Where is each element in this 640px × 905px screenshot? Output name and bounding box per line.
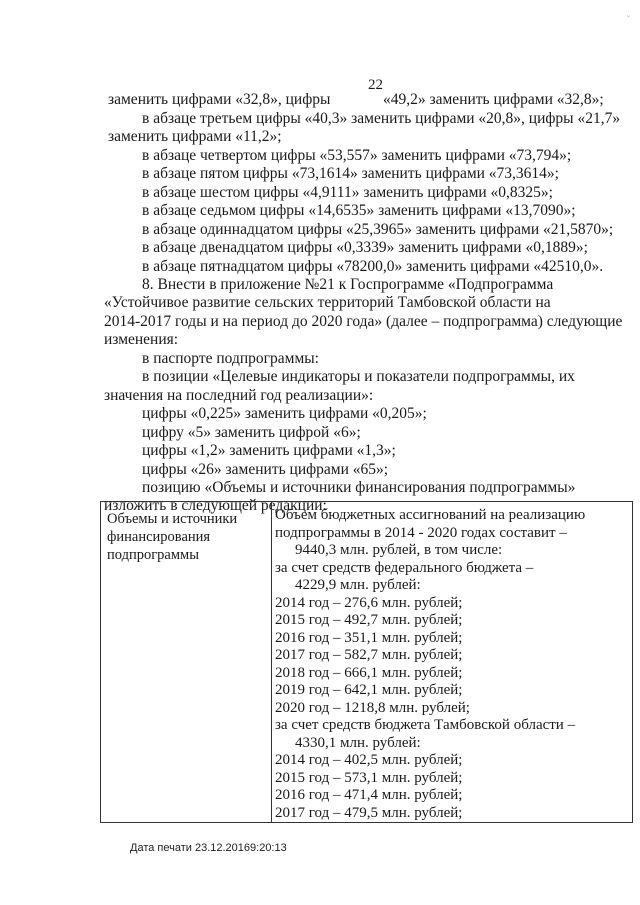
- funding-line-9: 2017 год – 582,7 млн. рублей;: [275, 647, 463, 663]
- text-line-7: в абзаце седьмом цифры «14,6535» заменить цифрами «13,7090»;: [142, 202, 576, 219]
- text-line-21: цифры «26» заменить цифрами «65»;: [142, 461, 389, 478]
- funding-line-17: 2016 год – 471,4 млн. рублей;: [275, 787, 463, 803]
- funding-line-8: 2016 год – 351,1 млн. рублей;: [275, 629, 463, 646]
- text-line-4: в абзаце четвертом цифры «53,557» заменить цифрами «73,794»;: [142, 147, 572, 164]
- funding-line-13: за счет средств бюджета Тамбовской области –: [275, 717, 576, 733]
- text-line-6: в абзаце шестом цифры «4,9111» заменить цифрами «0,8325»;: [142, 184, 553, 201]
- text-line-11: 8. Внести в приложение №21 к Госпрограмме «Подпрограмма: [142, 276, 554, 293]
- text-line-3: заменить цифрами «11,2»;: [108, 128, 282, 145]
- funding-line-14: 4330,1 млн. рублей:: [295, 734, 421, 751]
- text-line-19: цифру «5» заменить цифрой «6»;: [142, 424, 361, 441]
- text-line-1b: «49,2» заменить цифрами «32,8»;: [383, 91, 604, 108]
- page-number: 22: [368, 77, 383, 93]
- text-line-1a: заменить цифрами «32,8», цифры: [108, 91, 331, 108]
- text-line-5: в абзаце пятом цифры «73,1614» заменить цифрами «73,3614»;: [142, 165, 559, 182]
- funding-line-10: 2018 год – 666,1 млн. рублей;: [275, 664, 463, 681]
- print-date-footer: Дата печати 23.12.20169:20:13: [130, 842, 287, 854]
- text-line-20: цифры «1,2» заменить цифрами «1,3»;: [142, 442, 396, 459]
- table-column-divider: [271, 502, 272, 822]
- table-right-cell: [275, 507, 627, 822]
- funding-line-16: 2015 год – 573,1 млн. рублей;: [275, 769, 463, 786]
- text-line-9: в абзаце двенадцатом цифры «0,3339» заменить цифрами «0,1889»;: [142, 239, 588, 256]
- text-line-18: цифры «0,225» заменить цифрами «0,205»;: [142, 405, 427, 422]
- funding-line-1: Объем бюджетных ассигнований на реализацию: [275, 507, 586, 523]
- text-line-8: в абзаце одиннадцатом цифры «25,3965» заменить цифрами «21,5870»;: [142, 221, 614, 238]
- text-line-16: в позиции «Целевые индикаторы и показатели подпрограммы, их: [142, 368, 575, 385]
- funding-line-7: 2015 год – 492,7 млн. рублей;: [275, 612, 463, 628]
- funding-line-3: 9440,3 млн. рублей, в том числе:: [295, 542, 503, 558]
- funding-line-18: 2017 год – 479,5 млн. рублей;: [275, 804, 463, 821]
- text-line-2: в абзаце третьем цифры «40,3» заменить цифрами «20,8», цифры «21,7»: [142, 110, 621, 127]
- scan-mark: ˘: [627, 14, 630, 24]
- text-line-17: значения на последний год реализации»:: [104, 387, 374, 404]
- funding-line-6: 2014 год – 276,6 млн. рублей;: [275, 594, 463, 611]
- text-line-14: изменения:: [104, 331, 179, 348]
- table-left-cell: Объемы и источники финансирования подпрограммы: [107, 511, 238, 563]
- text-line-10: в абзаце пятнадцатом цифры «78200,0» заменить цифрами «42510,0».: [142, 258, 604, 275]
- text-line-12: «Устойчивое развитие сельских территорий Тамбовской области на: [104, 294, 551, 311]
- text-line-23: изложить в следующей редакции:: [104, 497, 327, 514]
- funding-line-12: 2020 год – 1218,8 млн. рублей;: [275, 699, 470, 716]
- funding-line-5: 4229,9 млн. рублей:: [295, 577, 421, 593]
- funding-line-11: 2019 год – 642,1 млн. рублей;: [275, 682, 463, 698]
- funding-line-15: 2014 год – 402,5 млн. рублей;: [275, 752, 463, 768]
- text-line-13: 2014-2017 годы и на период до 2020 года» (далее – подпрограмма) следующие: [104, 313, 623, 330]
- funding-line-4: за счет средств федерального бюджета –: [275, 559, 534, 576]
- text-line-22: позицию «Объемы и источники финансирования подпрограммы»: [142, 479, 576, 496]
- funding-table: [100, 501, 633, 823]
- funding-line-2: подпрограммы в 2014 - 2020 годах составит –: [275, 524, 567, 541]
- text-line-15: в паспорте подпрограммы:: [142, 350, 319, 367]
